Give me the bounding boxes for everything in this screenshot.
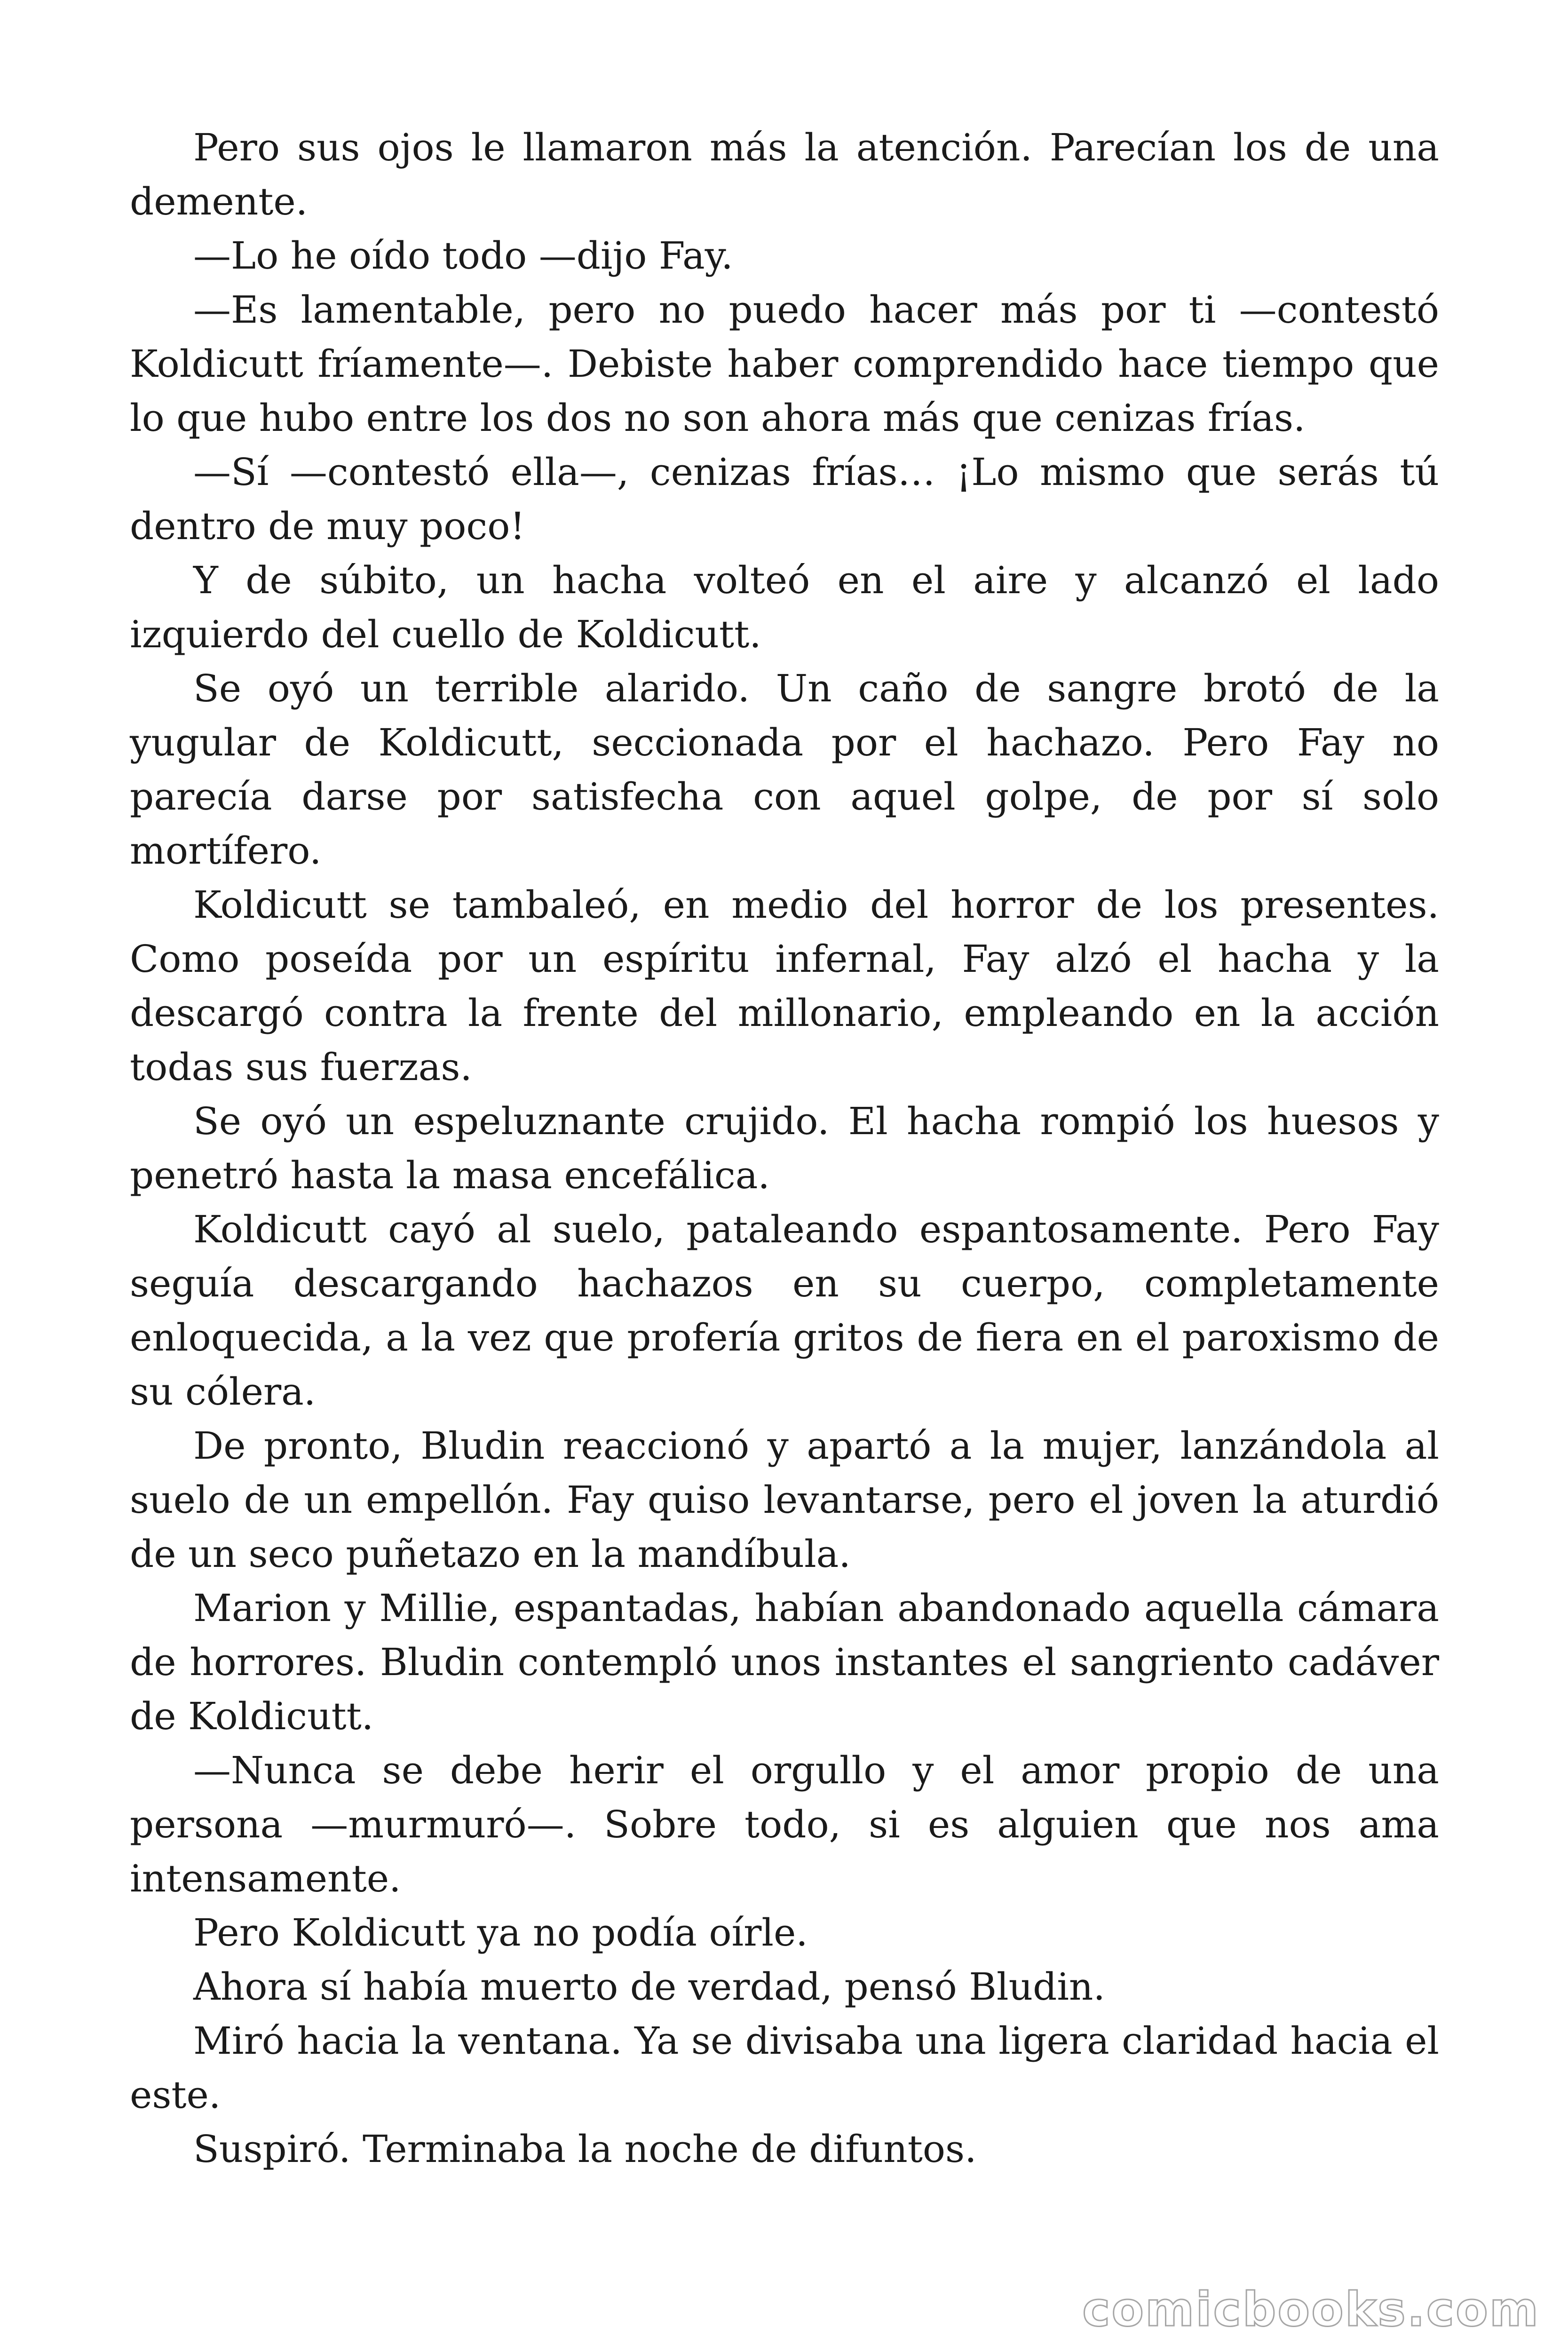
paragraph: —Sí —contestó ella—, cenizas frías… ¡Lo mismo que serás tú dentro de muy poco! <box>130 450 1439 548</box>
paragraph: Koldicutt cayó al suelo, pataleando espantosamente. Pero Fay seguía descargando hachazos en su cuerpo, completamente enloquecida, a la vez que profería gritos de fiera en el paroxismo de su cólera. <box>130 1208 1439 1414</box>
paragraph: Se oyó un terrible alarido. Un caño de sangre brotó de la yugular de Koldicutt, seccionada por el hachazo. Pero Fay no parecía darse por satisfecha con aquel golpe, de por sí solo mortífero. <box>130 667 1439 873</box>
watermark-logo: comicbooks.com <box>1082 2282 1540 2337</box>
paragraph: —Es lamentable, pero no puedo hacer más por ti —contestó Koldicutt fríamente—. Debiste haber comprendido hace tiempo que lo que hubo entre los dos no son ahora más que cenizas frías. <box>130 288 1439 440</box>
paragraph: —Nunca se debe herir el orgullo y el amor propio de una persona —murmuró—. Sobre todo, si es alguien que nos ama intensamente. <box>130 1748 1439 1900</box>
paragraph: Se oyó un espeluznante crujido. El hacha rompió los huesos y penetró hasta la masa encefálica. <box>130 1099 1439 1197</box>
paragraph: De pronto, Bludin reaccionó y apartó a la mujer, lanzándola al suelo de un empellón. Fay quiso levantarse, pero el joven la aturdió de un seco puñetazo en la mandíbula. <box>130 1424 1439 1576</box>
paragraph: Ahora sí había muerto de verdad, pensó Bludin. <box>193 1965 1105 2009</box>
paragraph: Miró hacia la ventana. Ya se divisaba una ligera claridad hacia el este. <box>130 2019 1439 2117</box>
paragraph: Marion y Millie, espantadas, habían abandonado aquella cámara de horrores. Bludin contempló unos instantes el sangriento cadáver de Koldicutt. <box>130 1586 1439 1738</box>
paragraph: Pero sus ojos le llamaron más la atención. Parecían los de una demente. <box>130 126 1439 223</box>
paragraph: Koldicutt se tambaleó, en medio del horror de los presentes. Como poseída por un espíritu infernal, Fay alzó el hacha y la descargó contra la frente del millonario, empleando en la acción todas sus fuerzas. <box>130 883 1439 1089</box>
paragraph: Y de súbito, un hacha volteó en el aire y alcanzó el lado izquierdo del cuello de Koldicutt. <box>130 558 1439 656</box>
paragraph: Suspiró. Terminaba la noche de difuntos. <box>193 2127 977 2171</box>
paragraph: —Lo he oído todo —dijo Fay. <box>193 234 733 278</box>
paragraph: Pero Koldicutt ya no podía oírle. <box>193 1911 808 1955</box>
page-text <box>130 120 1439 2176</box>
